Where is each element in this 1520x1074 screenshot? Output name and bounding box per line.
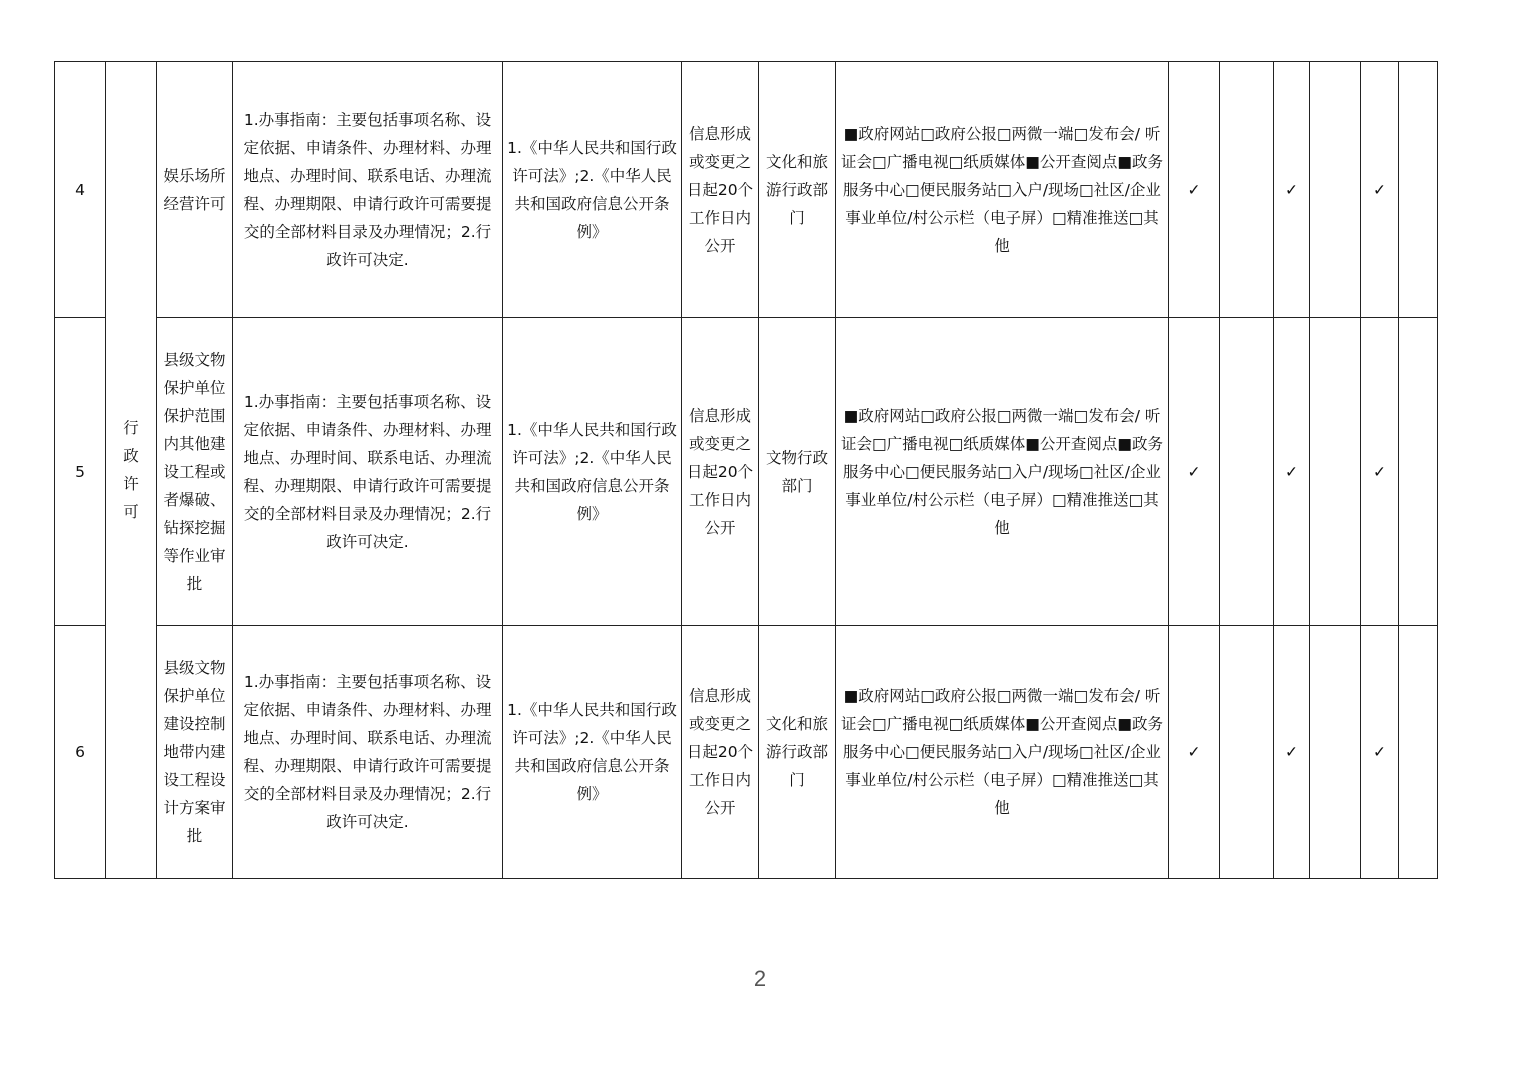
check-mark: ✓ xyxy=(1361,62,1399,318)
check-mark: ✓ xyxy=(1274,62,1310,318)
row-number: 4 xyxy=(55,62,106,318)
disclosure-channels: ■政府网站□政府公报□两微一端□发布会/ 听证会□广播电视□纸质媒体■公开查阅点■政务服务中心□便民服务站□入户/现场□社区/企业事业单位/村公示栏（电子屏）□精准推送□其他 xyxy=(836,62,1169,318)
time-limit: 信息形成或变更之日起20个工作日内公开 xyxy=(682,62,759,318)
category-char: 政 xyxy=(123,447,139,465)
department: 文化和旅游行政部门 xyxy=(759,62,836,318)
page-number: 2 xyxy=(753,966,767,991)
check-mark: ✓ xyxy=(1169,318,1220,626)
category-char: 许 xyxy=(123,475,139,493)
legal-basis: 1.《中华人民共和国行政许可法》;2.《中华人民共和国政府信息公开条例》 xyxy=(503,62,682,318)
check-mark xyxy=(1310,626,1361,879)
check-mark: ✓ xyxy=(1361,318,1399,626)
check-mark xyxy=(1310,318,1361,626)
category-char: 行 xyxy=(123,419,139,437)
disclosure-content: 1.办事指南：主要包括事项名称、设定依据、申请条件、办理材料、办理地点、办理时间、联系电话、办理流程、办理期限、申请行政许可需要提交的全部材料目录及办理情况；2.行政许可决定. xyxy=(233,318,503,626)
department: 文化和旅游行政部门 xyxy=(759,626,836,879)
check-mark xyxy=(1220,318,1274,626)
legal-basis: 1.《中华人民共和国行政许可法》;2.《中华人民共和国政府信息公开条例》 xyxy=(503,626,682,879)
time-limit: 信息形成或变更之日起20个工作日内公开 xyxy=(682,626,759,879)
time-limit: 信息形成或变更之日起20个工作日内公开 xyxy=(682,318,759,626)
table-row xyxy=(55,62,1438,318)
check-mark: ✓ xyxy=(1361,626,1399,879)
check-mark xyxy=(1220,626,1274,879)
item-name: 县级文物保护单位建设控制地带内建设工程设计方案审批 xyxy=(157,626,233,879)
item-name: 县级文物保护单位保护范围内其他建设工程或者爆破、钻探挖掘等作业审批 xyxy=(157,318,233,626)
disclosure-channels: ■政府网站□政府公报□两微一端□发布会/ 听证会□广播电视□纸质媒体■公开查阅点■政务服务中心□便民服务站□入户/现场□社区/企业事业单位/村公示栏（电子屏）□精准推送□其他 xyxy=(836,318,1169,626)
check-mark xyxy=(1399,626,1438,879)
check-mark: ✓ xyxy=(1169,626,1220,879)
item-name: 娱乐场所经营许可 xyxy=(157,62,233,318)
table-row xyxy=(55,626,1438,879)
check-mark xyxy=(1310,62,1361,318)
disclosure-channels: ■政府网站□政府公报□两微一端□发布会/ 听证会□广播电视□纸质媒体■公开查阅点■政务服务中心□便民服务站□入户/现场□社区/企业事业单位/村公示栏（电子屏）□精准推送□其他 xyxy=(836,626,1169,879)
check-mark: ✓ xyxy=(1274,318,1310,626)
disclosure-table xyxy=(54,61,1438,879)
category-char: 可 xyxy=(123,503,139,521)
legal-basis: 1.《中华人民共和国行政许可法》;2.《中华人民共和国政府信息公开条例》 xyxy=(503,318,682,626)
department: 文物行政部门 xyxy=(759,318,836,626)
check-mark xyxy=(1399,62,1438,318)
disclosure-content: 1.办事指南：主要包括事项名称、设定依据、申请条件、办理材料、办理地点、办理时间、联系电话、办理流程、办理期限、申请行政许可需要提交的全部材料目录及办理情况；2.行政许可决定. xyxy=(233,62,503,318)
table-row xyxy=(55,318,1438,626)
category-cell xyxy=(106,62,157,879)
check-mark: ✓ xyxy=(1169,62,1220,318)
check-mark: ✓ xyxy=(1274,626,1310,879)
check-mark xyxy=(1220,62,1274,318)
row-number: 6 xyxy=(55,626,106,879)
row-number: 5 xyxy=(55,318,106,626)
disclosure-content: 1.办事指南：主要包括事项名称、设定依据、申请条件、办理材料、办理地点、办理时间、联系电话、办理流程、办理期限、申请行政许可需要提交的全部材料目录及办理情况；2.行政许可决定. xyxy=(233,626,503,879)
check-mark xyxy=(1399,318,1438,626)
